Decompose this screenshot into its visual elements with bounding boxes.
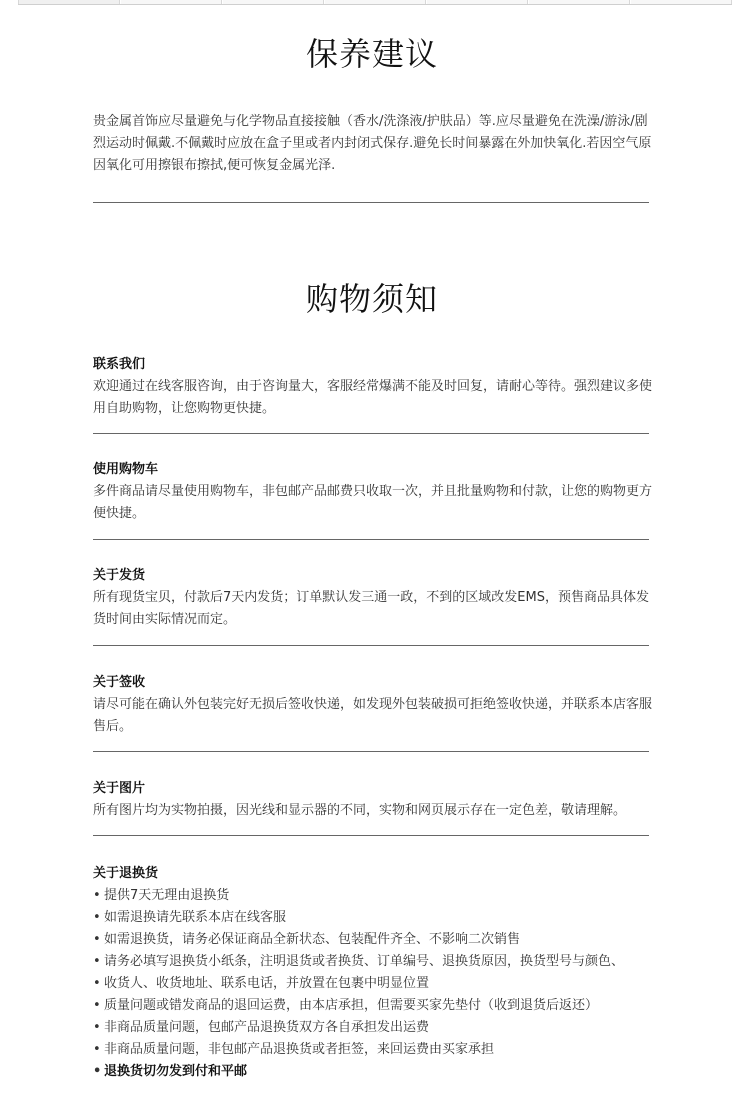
images-block [93,778,659,822]
images-heading: 关于图片 [93,781,146,796]
returns-block [93,863,659,1083]
cart-block [93,459,659,525]
shipping-block [93,565,659,631]
list-item: • 请务必填写退换货小纸条，注明退货或者换货、订单编号、退换货原因，换货型号与颜色、 [93,951,659,973]
tab-2[interactable] [120,0,222,4]
list-item: • 质量问题或错发商品的退回运费，由本店承担，但需要买家先垫付（收到退货后返还） [93,995,659,1017]
shipping-divider [93,645,649,646]
care-title: 保养建议 [305,35,438,73]
cart-body: 多件商品请尽量使用购物车，非包邮产品邮费只收取一次，并且批量购物和付款，让您的购物更方便快捷。 [93,484,653,521]
list-item: • 如需退换请先联系本店在线客服 [93,907,659,929]
contact-heading: 联系我们 [93,357,146,372]
cart-divider [93,539,649,540]
receipt-body: 请尽可能在确认外包装完好无损后签收快递，如发现外包装破损可拒绝签收快递，并联系本店客服售后。 [93,697,653,734]
returns-list [93,885,659,1083]
tab-7[interactable] [630,0,732,4]
contact-body: 欢迎通过在线客服咨询，由于咨询量大，客服经常爆满不能及时回复，请耐心等待。强烈建议多使用自助购物，让您购物更快捷。 [93,379,653,416]
list-item: • 退换货切勿发到付和平邮 [93,1061,659,1083]
contact-block [93,354,659,420]
shipping-heading: 关于发货 [93,568,146,583]
shopping-title: 购物须知 [305,280,438,318]
list-item: • 收货人、收货地址、联系电话，并放置在包裹中明显位置 [93,973,659,995]
receipt-block [93,672,659,738]
contact-divider [93,433,649,434]
list-item: • 如需退换货，请务必保证商品全新状态、包装配件齐全、不影响二次销售 [93,929,659,951]
shipping-body: 所有现货宝贝，付款后7天内发货；订单默认发三通一政，不到的区域改发EMS，预售商品具体发货时间由实际情况而定。 [93,590,649,627]
top-tab-strip [18,0,732,5]
tab-3[interactable] [222,0,324,4]
cart-heading: 使用购物车 [93,462,159,477]
receipt-divider [93,751,649,752]
images-body: 所有图片均为实物拍摄，因光线和显示器的不同，实物和网页展示存在一定色差，敬请理解。 [93,803,627,818]
returns-heading: 关于退换货 [93,866,159,881]
tab-1[interactable] [18,0,120,4]
list-item: • 非商品质量问题，非包邮产品退换货或者拒签，来回运费由买家承担 [93,1039,659,1061]
care-paragraph: 贵金属首饰应尽量避免与化学物品直接接触（香水/洗涤液/护肤品）等.应尽量避免在洗澡/游泳/剧烈运动时佩戴.不佩戴时应放在盒子里或者内封闭式保存.避免长时间暴露在外加快氧化.若因空气原因氧化可用擦银布擦拭,便可恢复金属光泽. [93,114,652,173]
tab-5[interactable] [426,0,528,4]
care-divider [93,202,649,203]
list-item: • 非商品质量问题，包邮产品退换货双方各自承担发出运费 [93,1017,659,1039]
tab-6[interactable] [528,0,630,4]
list-item: • 提供7天无理由退换货 [93,885,659,907]
tab-4[interactable] [324,0,426,4]
images-divider [93,835,649,836]
receipt-heading: 关于签收 [93,675,146,690]
